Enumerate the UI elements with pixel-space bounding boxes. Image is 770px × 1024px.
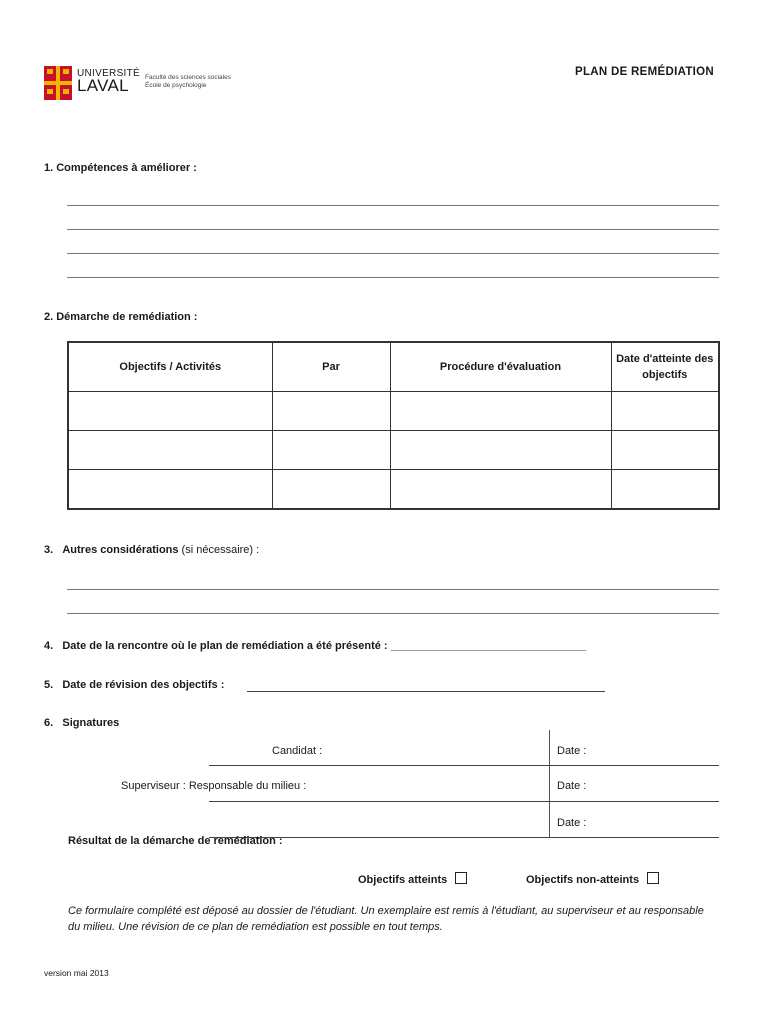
university-crest-logo — [44, 66, 72, 100]
header-par: Par — [272, 342, 390, 392]
competences-line-1[interactable] — [67, 205, 719, 206]
superviseur-signature-line[interactable] — [209, 801, 719, 802]
superviseur-label: Superviseur : Responsable du milieu : — [121, 780, 307, 792]
logo-laval-text: LAVAL — [77, 76, 129, 95]
section-5-number: 5. — [44, 679, 54, 691]
candidat-date-label: Date : — [557, 745, 587, 757]
section-5 — [44, 679, 224, 691]
table-cell[interactable] — [611, 431, 719, 470]
section-4-number: 4. — [44, 640, 54, 652]
school-name: École de psychologie — [145, 82, 207, 89]
header-procedure: Procédure d'évaluation — [390, 342, 611, 392]
considerations-line-2[interactable] — [67, 613, 719, 614]
third-date-label: Date : — [557, 817, 587, 829]
section-4 — [44, 640, 586, 652]
objectifs-non-atteints-checkbox[interactable] — [647, 872, 659, 884]
remediation-table — [67, 341, 720, 510]
objectifs-atteints-option[interactable] — [358, 872, 467, 886]
table-cell[interactable] — [390, 470, 611, 510]
table-cell[interactable] — [611, 470, 719, 510]
header-date-atteinte: Date d'atteinte des objectifs — [611, 342, 719, 392]
table-cell[interactable] — [390, 392, 611, 431]
table-cell[interactable] — [68, 431, 272, 470]
section-3-title-rest: (si nécessaire) : — [178, 544, 260, 556]
table-cell[interactable] — [272, 431, 390, 470]
section-6-number: 6. — [44, 717, 54, 729]
objectifs-non-atteints-label: Objectifs non-atteints — [526, 874, 640, 886]
table-header-row — [68, 342, 719, 392]
section-1-title: 1. Compétences à améliorer : — [44, 162, 197, 174]
table-cell[interactable] — [68, 470, 272, 510]
table-cell[interactable] — [390, 431, 611, 470]
superviseur-date-label: Date : — [557, 780, 587, 792]
objectifs-atteints-label: Objectifs atteints — [358, 874, 448, 886]
document-title: PLAN DE REMÉDIATION — [574, 66, 714, 78]
table-cell[interactable] — [272, 392, 390, 431]
table-row — [68, 470, 719, 510]
third-signature-line[interactable] — [209, 837, 719, 838]
section-3-number: 3. — [44, 544, 54, 556]
table-row — [68, 431, 719, 470]
candidat-label: Candidat : — [272, 745, 323, 757]
faculty-name: Faculté des sciences sociales — [145, 74, 231, 81]
table-cell[interactable] — [611, 392, 719, 431]
section-6 — [44, 717, 119, 729]
table-cell[interactable] — [68, 392, 272, 431]
section-3-title-bold: Autres considérations — [62, 544, 179, 556]
version-text: version mai 2013 — [44, 968, 109, 978]
revision-date-field[interactable] — [247, 691, 605, 692]
objectifs-non-atteints-option[interactable] — [526, 872, 659, 886]
section-6-title: Signatures — [62, 717, 120, 729]
competences-line-4[interactable] — [67, 277, 719, 278]
table-row — [68, 392, 719, 431]
logo-university-text: UNIVERSITÉ — [77, 68, 141, 79]
considerations-line-1[interactable] — [67, 589, 719, 590]
signature-divider — [549, 730, 550, 837]
section-4-label: Date de la rencontre où le plan de remédiation a été présenté : — [62, 640, 388, 652]
form-note: Ce formulaire complété est déposé au dossier de l'étudiant. Un exemplaire est remis à l'étudiant, au superviseur et au responsable du milieu. Une révision de ce plan de remédiation est possible en tout temps. — [68, 905, 704, 933]
section-3-title — [44, 544, 259, 556]
objectifs-atteints-checkbox[interactable] — [455, 872, 467, 884]
header-objectifs: Objectifs / Activités — [68, 342, 272, 392]
meeting-date-field[interactable]: ________________________________ — [390, 640, 587, 652]
competences-line-2[interactable] — [67, 229, 719, 230]
section-5-label: Date de révision des objectifs : — [62, 679, 225, 691]
competences-line-3[interactable] — [67, 253, 719, 254]
candidat-signature-line[interactable] — [209, 765, 719, 766]
section-2-title: 2. Démarche de remédiation : — [44, 311, 198, 323]
resultat-title: Résultat de la démarche de remédiation : — [68, 835, 283, 847]
table-cell[interactable] — [272, 470, 390, 510]
